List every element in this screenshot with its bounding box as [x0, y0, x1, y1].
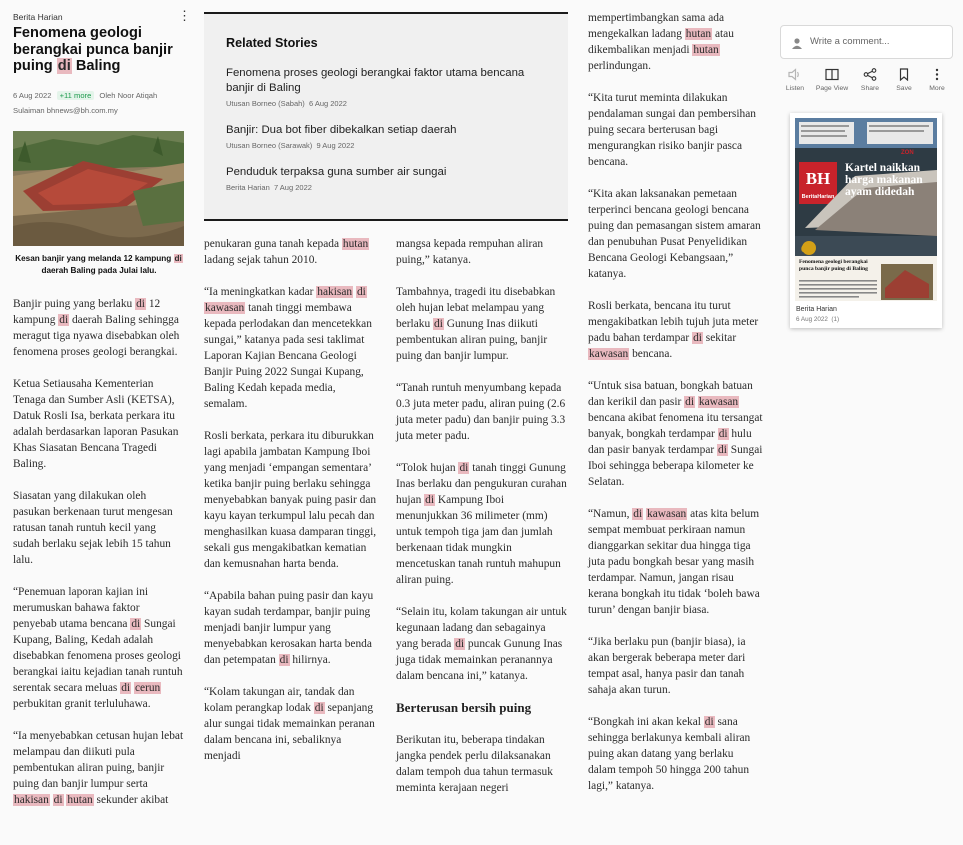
article-paragraph: “Kolam takungan air, tandak dan kolam perangkap lodak di sepanjang alur sungai tidak memainkan peranan dalam bencana ini, sebaliknya menjadi [204, 686, 375, 762]
article-paragraph: “Tanah runtuh menyumbang kepada 0.3 juta meter padu, aliran puing (2.6 juta meter padu) dan banjir puing 3.3 juta meter padu. [396, 382, 566, 442]
more-label: More [929, 85, 945, 92]
landslide-photo-illustration [13, 131, 184, 246]
caption-text-1: Kesan banjir yang melanda 12 kampung [15, 254, 174, 263]
more-vertical-icon [930, 68, 944, 81]
book-open-icon [825, 68, 839, 81]
related-story-title[interactable]: Penduduk terpaksa guna sumber air sungai [226, 166, 447, 178]
related-story-date: 7 Aug 2022 [273, 183, 312, 192]
search-highlight: di [718, 444, 727, 456]
article-paragraph: Banjir puing yang berlaku di 12 kampung di daerah Baling sehingga meragut tiga nyawa disebabkan oleh fenomena proses geologi berangkai. [13, 298, 180, 358]
cover-headline: Kartel naikkan harga makanan ayam didedah [845, 162, 923, 198]
epaper-count: (1) [831, 316, 840, 323]
search-highlight: hutan [685, 28, 712, 40]
related-story-source: Utusan Borneo (Sarawak) [226, 141, 313, 150]
more-options-icon[interactable]: ⋮ [178, 8, 191, 23]
search-highlight: di [704, 716, 714, 728]
article-paragraph: Berikutan itu, beberapa tindakan jangka pendek perlu dilaksanakan dalam tempoh dua tahun termasuk meminta kerajaan negeri [396, 734, 553, 794]
article-paragraph: “Jika berlaku pun (banjir biasa), ia akan bergerak beberapa meter dari tempat asal, hanya pasir dan tanah sahaja akan turun. [588, 636, 746, 696]
related-story-date: 9 Aug 2022 [316, 141, 355, 150]
related-story-date: 6 Aug 2022 [308, 99, 347, 108]
search-highlight: kawasan [589, 348, 629, 360]
article-paragraph: “Selain itu, kolam takungan air untuk kegunaan ladang dan sebagainya yang berada di puncak Gunung Inas juga tidak memainkan peranannya dalam bencana ini,” katanya. [396, 606, 567, 682]
search-highlight: di [121, 682, 131, 694]
save-button[interactable] [887, 68, 921, 92]
search-highlight: di [685, 396, 695, 408]
article-paragraph: “Namun, di kawasan atas kita belum sempat membuat perkiraan namun dianggarkan sekitar dua hingga tiga juta padu bongkah besar yang masih terdampar. Namun, jangan risau kerana bongkah itu tidak ‘boleh bawa turun’ dengan banjir biasa. [588, 508, 760, 616]
cover-sub-headline: Fenomena geologi berangkai punca banjir puing di Baling [799, 259, 868, 272]
related-story-source: Utusan Borneo (Sabah) [226, 99, 305, 108]
related-story-item[interactable] [226, 165, 551, 192]
article-headline [13, 25, 185, 75]
article-column-1 [13, 296, 185, 824]
search-highlight: di [59, 314, 69, 326]
search-highlight: di [356, 286, 366, 298]
page-view-label: Page View [815, 85, 849, 92]
article-paragraph: “Bongkah ini akan kekal di sana sehingga berlakunya kembali aliran puing akan datang yang berlaku dalam tempoh 50 hingga 200 tahun lagi,” katanya. [588, 716, 751, 792]
search-highlight: hakisan [317, 286, 353, 298]
logo-small: ZON [901, 150, 914, 156]
newspaper-cover-image [795, 118, 937, 301]
related-story-source: Berita Harian [226, 183, 270, 192]
photo-caption [13, 253, 185, 277]
related-story-title[interactable]: Fenomena proses geologi berangkai faktor utama bencana banjir di Baling [226, 67, 525, 94]
related-story-meta [226, 99, 551, 108]
section-label[interactable]: Berita Harian [13, 12, 63, 22]
search-highlight: di [459, 462, 469, 474]
article-paragraph: Rosli berkata, perkara itu diburukkan lagi apabila jambatan Kampung Iboi yang menjadi ‘empangan sementara’ ketika banjir puing berlaku sehingga menyebabkan banyak puing pasir dan kayu kayan terkumpul lalu pecah dan menghasilkan kuasa damparan tinggi, sekali gus mengakibatkan kematian dan kemusnahan harta benda. [204, 430, 377, 570]
related-story-item[interactable] [226, 66, 551, 108]
search-highlight: hutan [342, 238, 369, 250]
headline-highlight: di [57, 58, 71, 74]
search-highlight: kawasan [205, 302, 245, 314]
article-paragraph: Siasatan yang dilakukan oleh pasukan berkenaan turut mengesan ratusan tanah runtuh kecil yang sudah berlaku sejak lebih 15 tahun lalu. [13, 490, 173, 566]
caption-text-2: daerah Baling pada Julai lalu. [41, 266, 157, 275]
article-paragraph: “Kita akan laksanakan pemetaan terperinci bencana geologi bencana puing dan pemasangan sistem amaran dan penubuhan Pusat Penyelidikan Bencana Geologi Kebangsaan,” katanya. [588, 188, 761, 280]
related-story-title[interactable]: Banjir: Dua bot fiber dibekalkan setiap daerah [226, 124, 457, 136]
article-paragraph: Ketua Setiausaha Kementerian Tenaga dan Sumber Asli (KETSA), Datuk Rosli Isa, berkata perkara itu adalah berdasarkan laporan Pasukan Khas Siasatan Bencana Tragedi Baling. [13, 378, 179, 470]
share-label: Share [860, 85, 880, 92]
share-icon [863, 68, 877, 81]
epaper-date-line [796, 316, 839, 323]
number-badge: 66 [801, 244, 810, 254]
article-column-2 [204, 236, 380, 780]
article-paragraph: “Apabila bahan puing pasir dan kayu kayan sudah terdampar, banjir puing menjadi banjir lumpur yang menyebabkan kerosakan harta benda dan petempatan di hilirnya. [204, 590, 374, 666]
search-highlight: di [279, 654, 289, 666]
search-highlight: di [425, 494, 435, 506]
caption-highlight: di [174, 254, 182, 263]
search-highlight: di [136, 298, 145, 310]
search-highlight: di [53, 794, 63, 806]
bookmark-icon [897, 68, 911, 81]
page-view-button[interactable] [815, 68, 849, 92]
more-button[interactable] [920, 68, 954, 92]
speaker-icon [788, 68, 802, 81]
search-highlight: di [455, 638, 465, 650]
article-subheading: Berterusan bersih puing [396, 700, 532, 715]
article-date: 6 Aug 2022 [13, 91, 52, 100]
listen-button[interactable] [778, 68, 812, 92]
search-highlight: di [693, 332, 702, 344]
article-photo[interactable] [13, 131, 184, 246]
share-button[interactable] [853, 68, 887, 92]
headline-text-1: Fenomena geologi berangkai punca banjir puing [13, 25, 173, 74]
epaper-date: 6 Aug 2022 [796, 316, 828, 323]
article-column-4 [588, 10, 764, 810]
article-paragraph: mangsa kepada rempuhan aliran puing,” katanya. [396, 238, 544, 266]
article-paragraph: “Penemuan laporan kajian ini merumuskan bahawa faktor penyebab utama bencana di Sungai Kupang, Baling, Kedah adalah disebabkan fenomena proses geologi berangkai iaitu kejadian tanah runtuh serentak secara meluas di cerun perbukitan granit terluluhawa. [13, 586, 183, 710]
search-highlight: hutan [67, 794, 93, 806]
article-author: Oleh Noor Atiqah [99, 91, 158, 100]
article-meta [13, 88, 188, 118]
epaper-card[interactable] [790, 113, 942, 328]
epaper-publication: Berita Harian [796, 306, 837, 313]
article-paragraph: “Untuk sisa batuan, bongkah batuan dan kerikil dan pasir di kawasan bencana akibat fenomena itu tersangat banyak, bongkah terdampar di hulu dan pasir banyak terdampar di Sungai Iboi sehingga beberapa kilometer ke Selatan. [588, 380, 763, 488]
article-paragraph: Rosli berkata, bencana itu turut mengakibatkan lebih tujuh juta meter padu bahan terdampar di sekitar kawasan bencana. [588, 300, 759, 360]
search-highlight: cerun [134, 682, 161, 694]
article-column-3 [396, 236, 568, 812]
related-story-meta [226, 183, 551, 192]
user-avatar-icon [791, 37, 803, 49]
save-label: Save [896, 85, 912, 92]
search-highlight: di [633, 508, 643, 520]
article-paragraph: penukaran guna tanah kepada hutan ladang sejak tahun 2010. [204, 238, 369, 266]
article-paragraph: mempertimbangkan sama ada mengekalkan ladang hutan atau dikembalikan menjadi hutan perlindungan. [588, 12, 734, 72]
article-paragraph: “Ia meningkatkan kadar hakisan di kawasan tanah tinggi membawa kepada perlodakan dan mencetekkan sungai,” katanya pada sesi taklimat Laporan Kajian Bencana Geologi Banjir Puing 2022 Sungai Kupang, Baling Kedah kepada media, semalam. [204, 286, 372, 410]
search-highlight: kawasan [698, 396, 739, 408]
headline-text-2: Baling [71, 58, 121, 74]
related-story-item[interactable] [226, 123, 551, 150]
search-highlight: hutan [693, 44, 719, 56]
search-highlight: kawasan [647, 508, 687, 520]
search-highlight: hakisan [14, 794, 49, 806]
search-highlight: di [718, 428, 728, 440]
article-paragraph: “Kita turut meminta dilakukan pendalaman sungai dan pembersihan puing secara berterusan bagi mengurangkan risiko banjir pasca bencana. [588, 92, 756, 168]
epaper-cover[interactable] [795, 118, 937, 301]
masthead-title: BeritaHarian [801, 194, 835, 200]
search-highlight: di [434, 318, 443, 330]
related-stories-heading: Related Stories [226, 36, 318, 50]
comment-input[interactable] [780, 25, 953, 59]
related-stories-box [204, 12, 568, 221]
search-highlight: di [131, 618, 141, 630]
article-paragraph: “Tolok hujan di tanah tinggi Gunung Inas berlaku dan pengukuran curahan hujan di Kampung Iboi menunjukkan 36 milimeter (mm) untuk tempoh tiga jam dan jumlah berkenaan tidak mungkin mencetuskan tanah runtuh mahupun aliran puing. [396, 462, 567, 586]
search-highlight: di [314, 702, 324, 714]
listen-label: Listen [785, 85, 805, 92]
article-paragraph: “Ia menyebabkan cetusan hujan lebat melampau dan diikuti pula pembentukan aliran puing, banjir puing dan banjir lumpur serta hakisan di hutan sekunder akibat [13, 730, 184, 806]
article-paragraph: Tambahnya, tragedi itu disebabkan oleh hujan lebat melampau yang berlaku di Gunung Inas diikuti pembentukan aliran puing, banjir puing dan banjir lumpur. [396, 286, 556, 362]
comment-placeholder: Write a comment... [810, 36, 890, 47]
masthead-bh: BH [805, 169, 831, 188]
author-email: Sulaiman bhnews@bh.com.my [13, 106, 118, 115]
more-authors-badge[interactable]: +11 more [57, 91, 95, 100]
related-story-meta [226, 141, 551, 150]
